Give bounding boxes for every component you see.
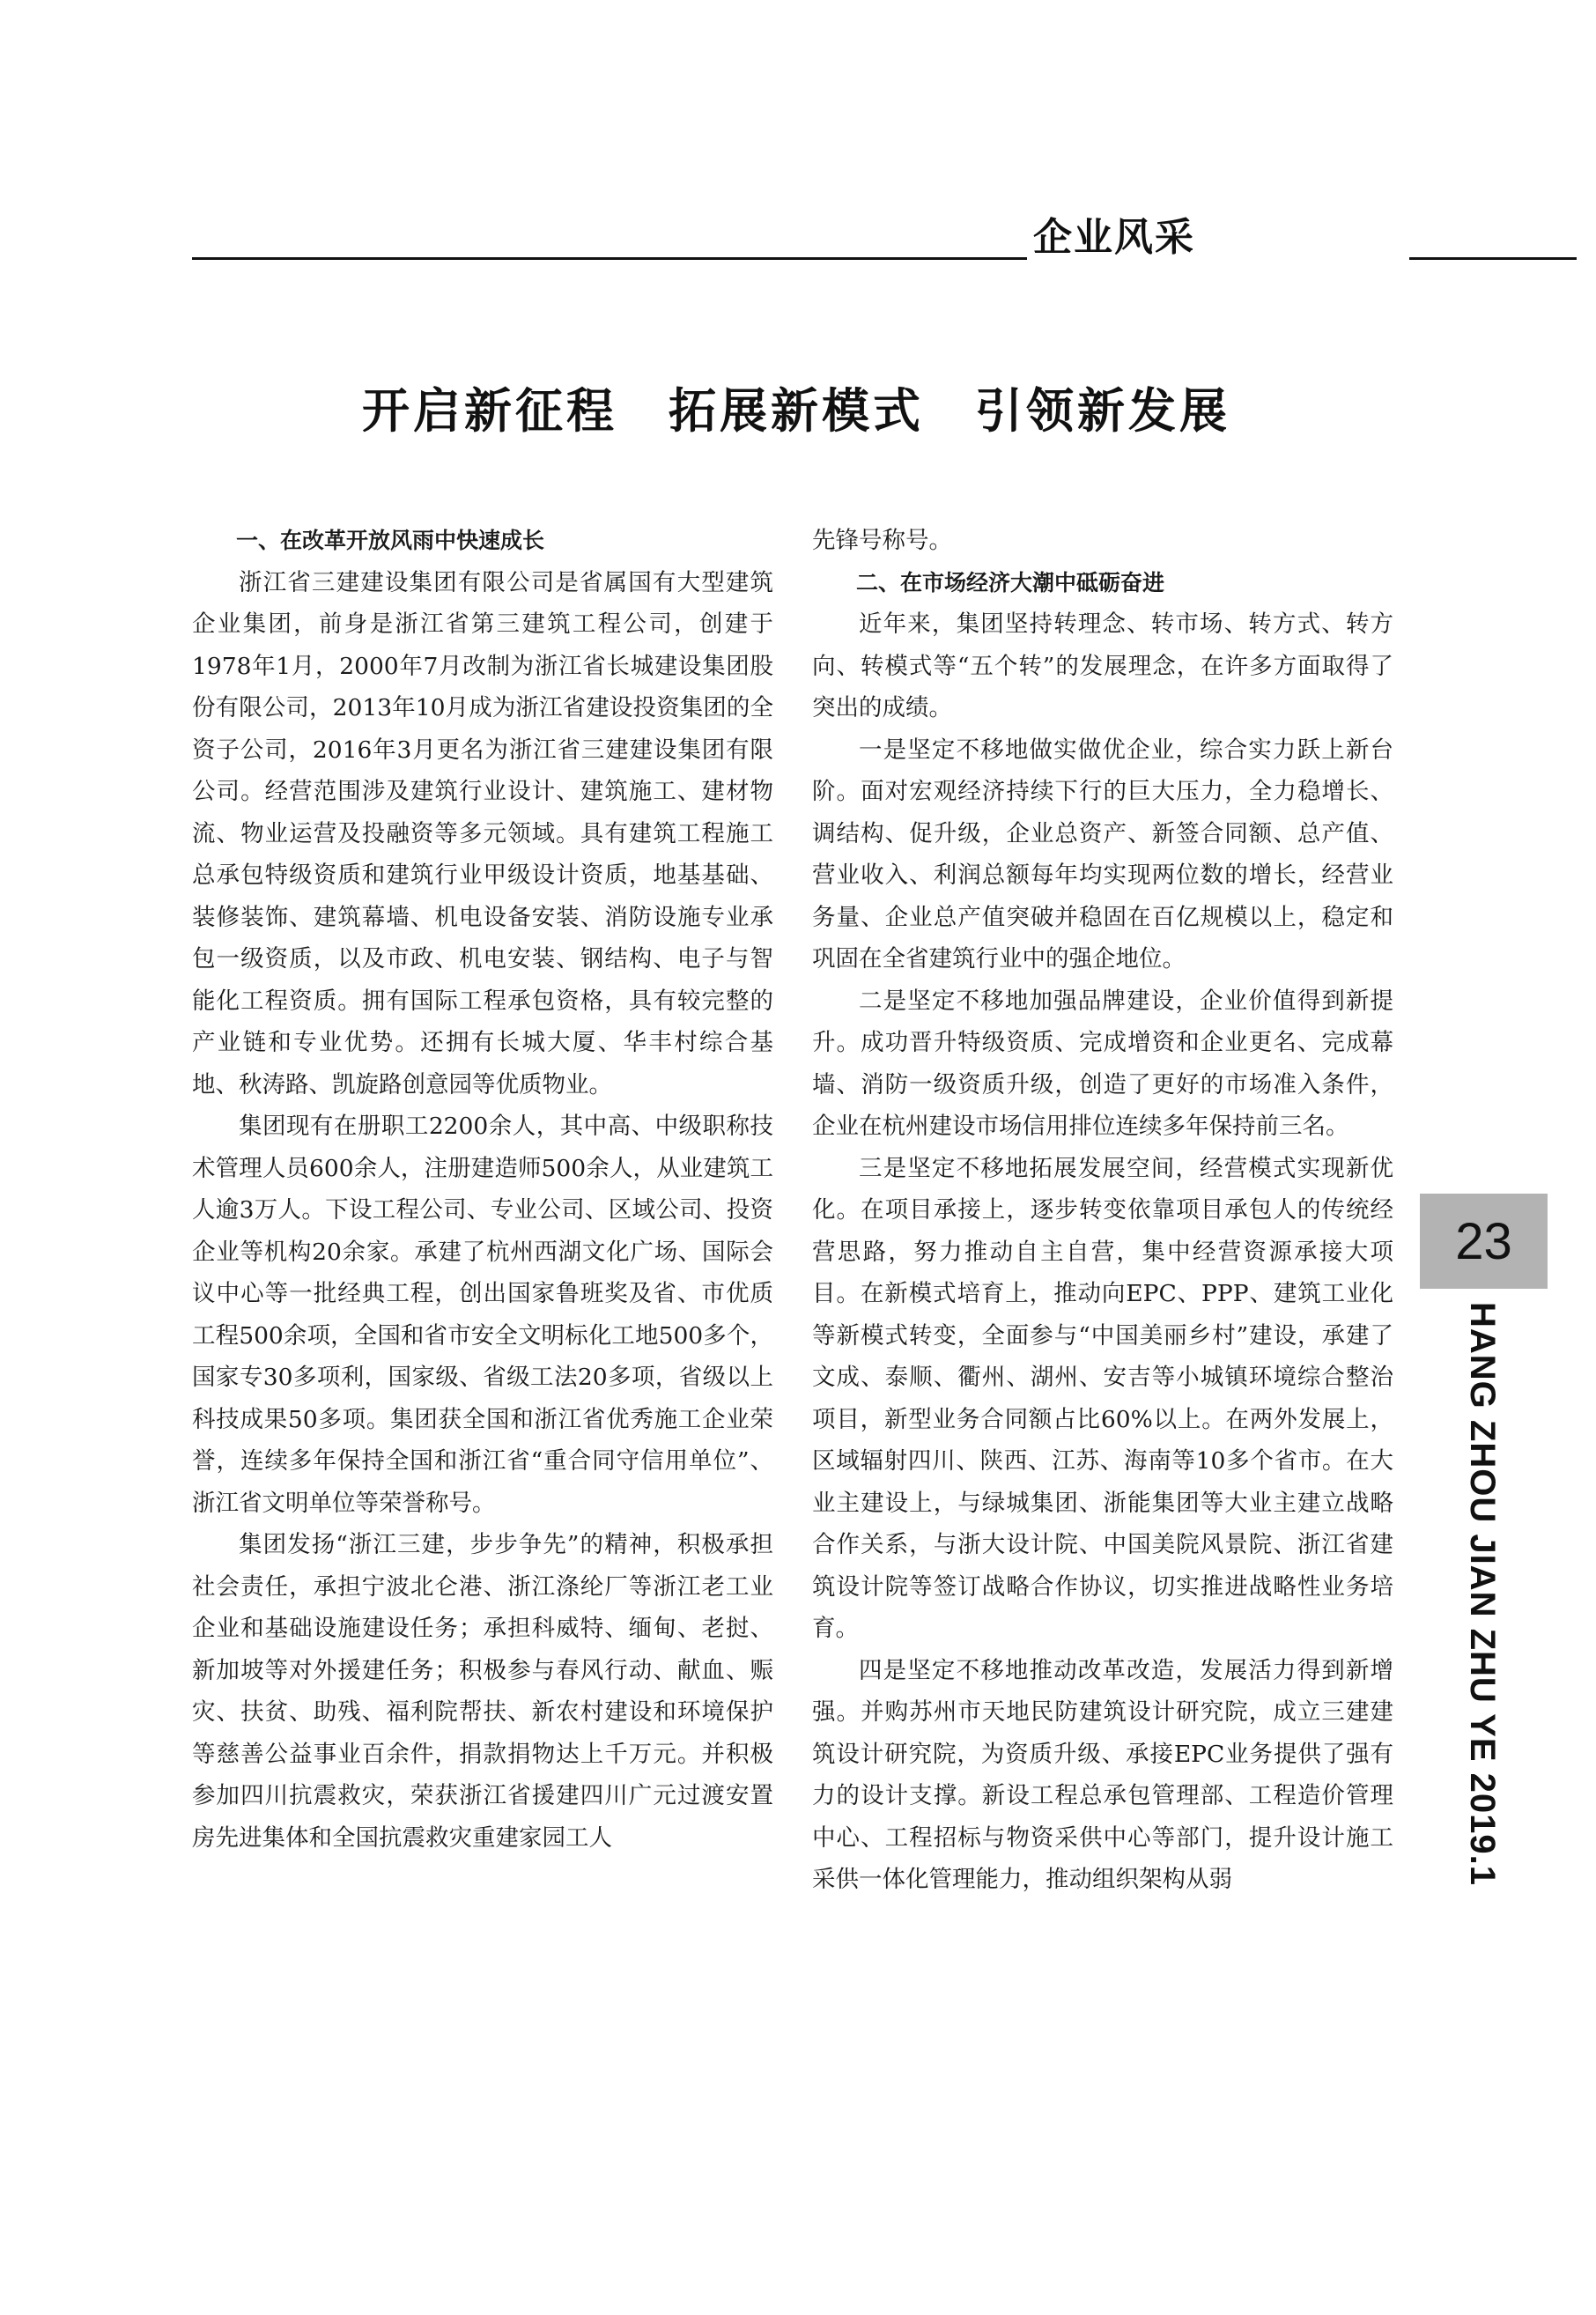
section-name: 企业风采 xyxy=(1033,215,1195,260)
header-rule-right xyxy=(1409,257,1577,260)
paragraph: 一是坚定不移地做实做优企业，综合实力跃上新台阶。面对宏观经济持续下行的巨大压力，全力稳增长、调结构、促升级，企业总资产、新签合同额、总产值、营业收入、利润总额每年均实现两位数的增长，经营业务量、企业总产值突破并稳固在百亿规模以上，稳定和巩固在全省建筑行业中的强企地位。 xyxy=(812,736,1393,973)
paragraph: 二是坚定不移地加强品牌建设，企业价值得到新提升。成功晋升特级资质、完成增资和企业更名、完成幕墙、消防一级资质升级，创造了更好的市场准入条件，企业在杭州建设市场信用排位连续多年保持前三名。 xyxy=(812,987,1393,1140)
left-column xyxy=(192,520,773,1859)
running-header xyxy=(192,211,1400,264)
header-rule-left xyxy=(192,257,1027,260)
journal-name-vertical xyxy=(1425,1302,1540,2315)
paragraph: 浙江省三建建设集团有限公司是省属国有大型建筑企业集团，前身是浙江省第三建筑工程公司，创建于1978年1月，2000年7月改制为浙江省长城建设集团股份有限公司，2013年10月成为浙江省建设投资集团的全资子公司，2016年3月更名为浙江省三建建设集团有限公司。经营范围涉及建筑行业设计、建筑施工、建材物流、物业运营及投融资等多元领域。具有建筑工程施工总承包特级资质和建筑行业甲级设计资质，地基基础、装修装饰、建筑幕墙、机电设备安装、消防设施专业承包一级资质，以及市政、机电安装、钢结构、电子与智能化工程资质。拥有国际工程承包资格，具有较完整的产业链和专业优势。还拥有长城大厦、华丰村综合基地、秋涛路、凯旋路创意园等优质物业。 xyxy=(192,568,773,1098)
page-number: 23 xyxy=(1420,1194,1548,1289)
paragraph: 四是坚定不移地推动改革改造，发展活力得到新增强。并购苏州市天地民防建筑设计研究院，成立三建建筑设计研究院，为资质升级、承接EPC业务提供了强有力的设计支撑。新设工程总承包管理部、工程造价管理中心、工程招标与物资采供中心等部门，提升设计施工采供一体化管理能力，推动组织架构从弱 xyxy=(812,1656,1393,1893)
section-heading: 一、在改革开放风雨中快速成长 xyxy=(236,528,545,553)
paragraph: 近年来，集团坚持转理念、转市场、转方式、转方向、转模式等“五个转”的发展理念，在许多方面取得了突出的成绩。 xyxy=(812,610,1393,721)
paragraph: 集团发扬“浙江三建，步步争先”的精神，积极承担社会责任，承担宁波北仑港、浙江涤纶厂等浙江老工业企业和基础设施建设任务；承担科威特、缅甸、老挝、新加坡等对外援建任务；积极参与春风行动、献血、赈灾、扶贫、助残、福利院帮扶、新农村建设和环境保护等慈善公益事业百余件，捐款捐物达上千万元。并积极参加四川抗震救灾，荣获浙江省援建四川广元过渡安置房先进集体和全国抗震救灾重建家园工人 xyxy=(192,1531,773,1852)
paragraph-continuation: 先锋号称号。 xyxy=(812,527,952,554)
right-column xyxy=(812,520,1393,1901)
paragraph: 三是坚定不移地拓展发展空间，经营模式实现新优化。在项目承接上，逐步转变依靠项目承包人的传统经营思路，努力推动自主自营，集中经营资源承接大项目。在新模式培育上，推动向EPC、PPP、建筑工业化等新模式转变，全面参与“中国美丽乡村”建设，承建了文成、泰顺、衢州、湖州、安吉等小城镇环境综合整治项目，新型业务合同额占比60%以上。在两外发展上，区域辐射四川、陕西、江苏、海南等10多个省市。在大业主建设上，与绿城集团、浙能集团等大业主建立战略合作关系，与浙大设计院、中国美院风景院、浙江省建筑设计院等签订战略合作协议，切实推进战略性业务培育。 xyxy=(812,1154,1393,1642)
article-title: 开启新征程 拓展新模式 引领新发展 xyxy=(362,383,1230,439)
paragraph: 集团现有在册职工2200余人，其中高、中级职称技术管理人员600余人，注册建造师500余人，从业建筑工人逾3万人。下设工程公司、专业公司、区域公司、投资企业等机构20余家。承建了杭州西湖文化广场、国际会议中心等一批经典工程，创出国家鲁班奖及省、市优质工程500余项，全国和省市安全文明标化工地500多个，国家专30多项利，国家级、省级工法20多项，省级以上科技成果50多项。集团获全国和浙江省优秀施工企业荣誉，连续多年保持全国和浙江省“重合同守信用单位”、浙江省文明单位等荣誉称号。 xyxy=(192,1113,773,1517)
section-heading: 二、在市场经济大潮中砥砺奋进 xyxy=(856,569,1165,595)
journal-name: HANG ZHOU JIAN ZHU YE 2019.1 xyxy=(1463,1302,1502,1886)
